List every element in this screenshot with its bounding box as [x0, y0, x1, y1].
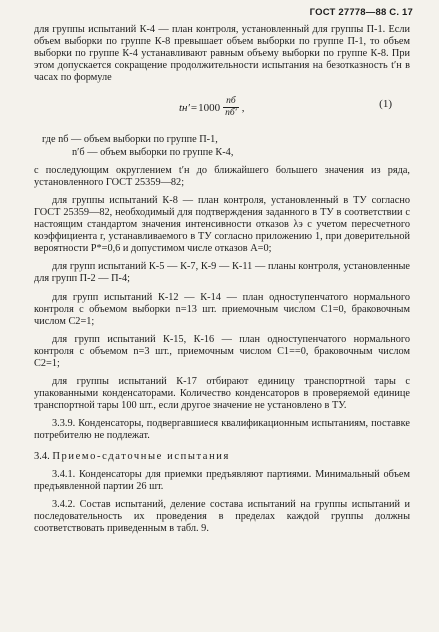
paragraph-groups-k15-k16: для групп испытаний К-15, К-16 — план одноступенчатого нормального контроля с объемом n=3 шт., приемочным числом C1==0, браковочным числом C2=1; — [34, 333, 410, 369]
paragraph-group-k17: для группы испытаний К-17 отбирают единицу транспортной тары с упакованными конденсаторами. Количество конденсаторов в проверяемой единице транспортной тары 100 шт., если другое значение не установлено в ТУ. — [34, 376, 410, 412]
formula-denominator: nб′ — [225, 108, 237, 119]
formula-block — [34, 92, 410, 128]
formula-trail: , — [241, 101, 245, 114]
paragraph-group-k8: для группы испытаний К-8 — план контроля, установленный в ТУ согласно ГОСТ 25359—82, необходимый для подтверждения заданного в ТУ в соответствии с настоящим стандартом значения интенсивности отказов λэ с учетом пересчетного коэффициента r, устанавливаемого в ТУ согласно приложению 1, при доверительной вероятности P*=0,6 и допустимом числе отказов A=0; — [34, 194, 410, 255]
document-body — [34, 24, 410, 535]
section-title: Приемо-сдаточные испытания — [52, 450, 230, 462]
paragraph-3-4-1: 3.4.1. Конденсаторы для приемки предъявляют партиями. Минимальный объем предъявленной партии 26 шт. — [34, 468, 410, 492]
formula-coef: 1000 — [198, 101, 221, 114]
formula-number: (1) — [379, 98, 392, 111]
paragraph-rounding: с последующим округлением t′н до ближайшего большего значения из ряда, установленного ГОСТ 25359—82; — [34, 164, 410, 188]
formula-1 — [179, 96, 245, 119]
legend-line-2: n′б — объем выборки по группе К-4, — [72, 146, 234, 158]
section-heading — [34, 451, 410, 463]
formula-lhs: tн′ — [179, 101, 190, 114]
page-header: ГОСТ 27778—88 С. 17 — [309, 7, 413, 18]
paragraph-groups-k12-k14: для групп испытаний К-12 — К-14 — план одноступенчатого нормального контроля с объемом выборки n=13 шт. приемочным числом C1=0, браковочным числом C2=1; — [34, 291, 410, 327]
formula-equals: = — [190, 101, 198, 114]
paragraph-intro: для группы испытаний К-4 — план контроля, установленный для группы П-1. Если объем выборки по группе К-8 превышает объем выборки по группе П-1, то объем выборки по группе К-4 устанавливают равным объему выборки по группе К-8. При этом допускается сокращение продолжительности испытания на безотказность t′н в часах по формуле — [34, 24, 410, 84]
paragraph-3-4-2: 3.4.2. Состав испытаний, деление состава испытаний на группы испытаний и последовательность их проведения в пределах каждой группы должны соответствовать приведенным в табл. 9. — [34, 498, 410, 534]
section-number: 3.4. — [34, 450, 50, 462]
legend-line-1: где nб — объем выборки по группе П-1, — [42, 134, 218, 146]
paragraph-3-3-9: 3.3.9. Конденсаторы, подвергавшиеся квалификационным испытаниям, поставке потребителю не подлежат. — [34, 418, 410, 442]
paragraph-groups-k5-k11: для групп испытаний К-5 — К-7, К-9 — К-11 — планы контроля, установленные для групп П-2 — П-4; — [34, 261, 410, 285]
formula-fraction — [222, 96, 240, 119]
formula-numerator: nб — [223, 96, 239, 108]
formula-legend — [42, 134, 410, 158]
